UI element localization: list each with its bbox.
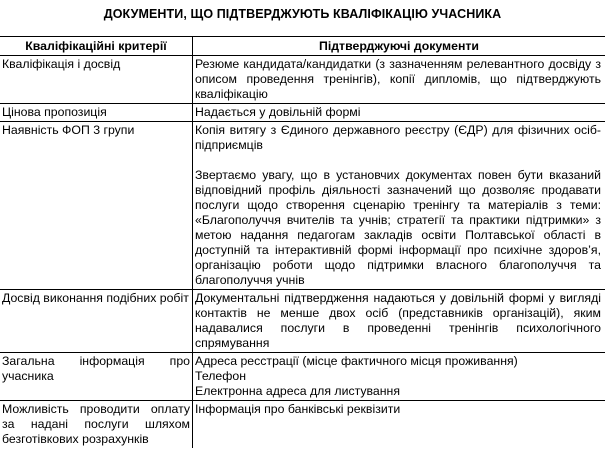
documents-cell: [193, 56, 605, 103]
documents-cell: [193, 401, 605, 448]
table-header-row: [0, 37, 605, 56]
criterion-cell: Наявність ФОП 3 групи: [0, 122, 193, 289]
table-row: [0, 401, 605, 448]
criterion-cell: Загальна інформація про учасника: [0, 353, 193, 400]
phone-text: Телефон: [195, 369, 247, 383]
criterion-cell: Можливість проводити оплату за надані послуги шляхом безготівкових розрахунків: [0, 401, 193, 448]
document-text: Інформація про банківські реквізити: [195, 402, 401, 416]
document-title: ДОКУМЕНТИ, ЩО ПІДТВЕРДЖУЮТЬ КВАЛІФІКАЦІЮ УЧАСНИКА: [103, 7, 502, 21]
table-row: [0, 104, 605, 122]
qualification-table: [0, 36, 605, 448]
table-row: [0, 290, 605, 353]
notice-text: Звертаємо увагу, що в установчих документах повен бути вказаний відповідний профіль діяльності зазначений що дозволяє продавати послуги щодо створення сценарію тренінгу та матеріалів з теми: «Благополуччя вчителів та учнів; стратегії та практики підтримки» з метою надання педагогам закладів освіти Полтавської області в доступній та інтерактивній формі інформації про психічне здоров’я, організацію роботи щодо підтримки власного благополуччя та благополуччя учнів: [195, 168, 601, 287]
document-text: Документальні підтвердження надаються у довільній формі у вигляді контактів не менше двох осіб (представників організацій), яким надавалися послуги в проведенні тренінгів психологічного спрямування: [195, 291, 601, 350]
header-criteria: Кваліфікаційні критерії: [0, 37, 193, 55]
documents-cell: [193, 353, 605, 400]
table-row: [0, 56, 605, 104]
document-text: Копія витягу з Єдиного державного реєстру (ЄДР) для фізичних осіб-підприємців: [195, 123, 601, 152]
table-row: [0, 353, 605, 401]
document-text: Надається у довільній формі: [195, 105, 361, 119]
documents-cell: [193, 290, 605, 352]
header-documents: Підтверджуючі документи: [319, 39, 479, 53]
criterion-cell: Цінова пропозиція: [0, 104, 193, 121]
criterion-cell: Кваліфікація і досвід: [0, 56, 193, 103]
document-text: Резюме кандидата/кандидатки (з зазначенням релевантного досвіду з описом проведення тренінгів), копії дипломів, що підтверджують кваліфікацію: [195, 57, 601, 101]
criterion-cell: Досвід виконання подібних робіт: [0, 290, 193, 352]
table-row: [0, 122, 605, 290]
email-text: Електронна адреса для листування: [195, 384, 400, 398]
documents-cell: [193, 104, 605, 121]
documents-cell: [193, 122, 605, 289]
paragraph-gap: [195, 153, 601, 168]
address-text: Адреса ресстрації (місце фактичного місця проживання): [195, 354, 518, 368]
